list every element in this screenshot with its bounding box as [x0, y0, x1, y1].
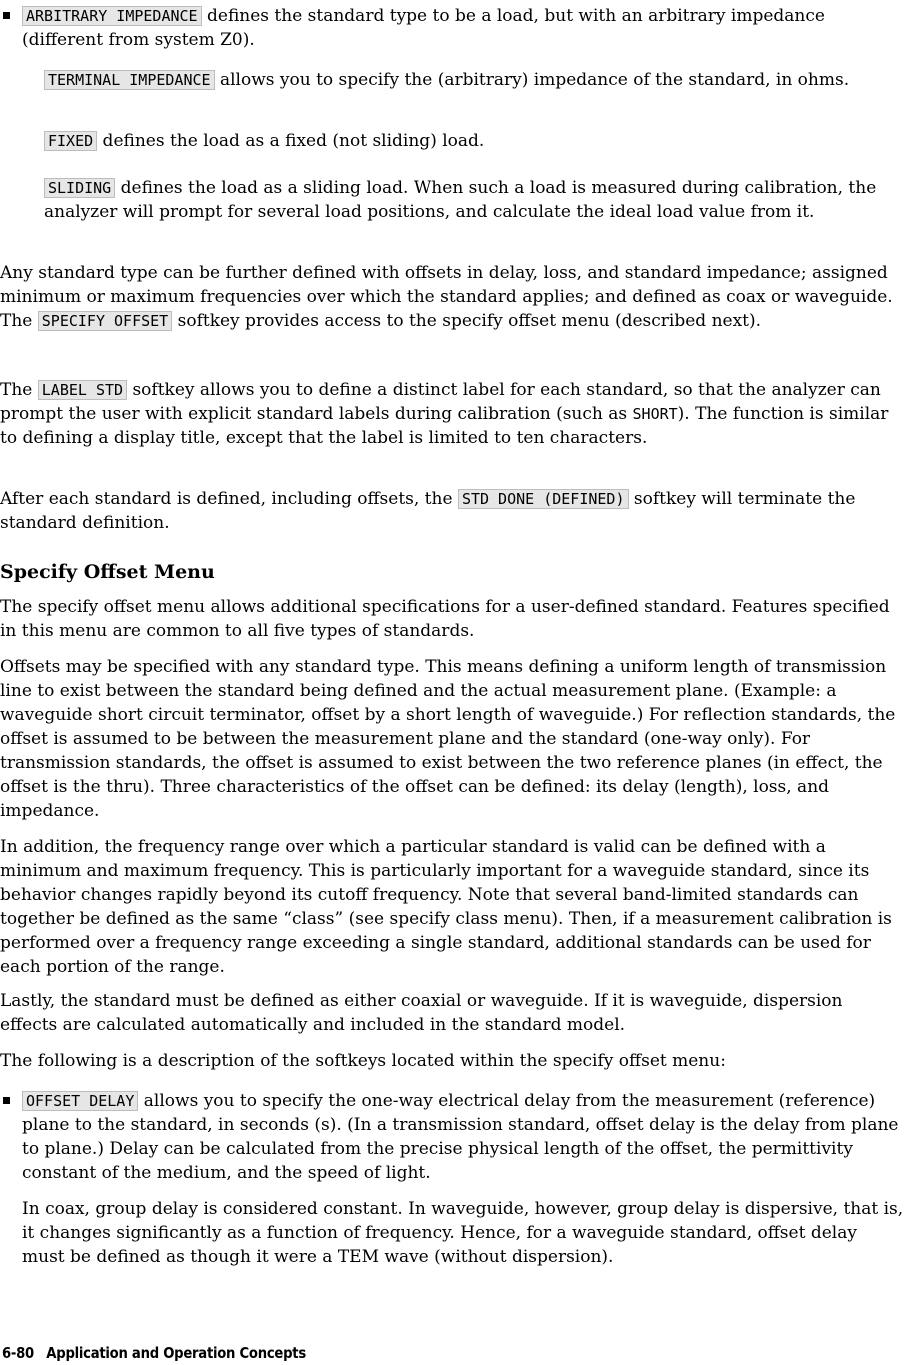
label-std-softkey[interactable]: LABEL STD — [38, 380, 127, 400]
paragraph-coax-waveguide: Lastly, the standard must be defined as either coaxial or waveguide. If it is waveguide, dispersion effects are calculated automatically and included in the standard model. — [0, 991, 843, 1035]
std-done-text-1: After each standard is defined, including offsets, the — [0, 489, 458, 509]
sliding-softkey[interactable]: SLIDING — [44, 178, 115, 198]
paragraph-frequency-range: In addition, the frequency range over which a particular standard is valid can be defined with a minimum and maximum frequency. This is particularly important for a waveguide standard, since its behavior changes rapidly beyond its cutoff frequency. Note that several band-limited standards can together be defined as the same “class” (see specify class menu). Then, if a measurement calibration is performed over a frequency range exceeding a single standard, additional standards can be used for each portion of the range. — [0, 837, 892, 977]
any-standard-text-2: softkey provides access to the specify offset menu (described next). — [172, 311, 762, 331]
paragraph-softkey-intro: The following is a description of the softkeys located within the specify offset menu: — [0, 1051, 726, 1071]
page-number: 6-80 — [2, 1344, 34, 1362]
offset-delay-text: allows you to specify the one-way electrical delay from the measurement (reference) plane to the standard, in seconds (s). (In a transmission standard, offset delay is the delay from plane to plane.) Delay can be calculated from the precise physical length of the offset, the permittivity constant of the medium, and the speed of light. — [22, 1091, 899, 1183]
terminal-impedance-item — [44, 68, 880, 92]
label-std-text-1: The — [0, 380, 38, 400]
terminal-impedance-text: allows you to specify the (arbitrary) impedance of the standard, in ohms. — [214, 70, 850, 90]
arbitrary-impedance-text: defines the standard type to be a load, but with an arbitrary impedance (different from system Z0). — [22, 6, 825, 50]
label-std-text-3: ). The function is similar to defining a display title, except that the label is limited to ten characters. — [0, 404, 889, 448]
terminal-impedance-softkey[interactable]: TERMINAL IMPEDANCE — [44, 70, 215, 90]
std-done-text-2: softkey will terminate the standard definition. — [0, 489, 856, 533]
page-footer — [2, 1344, 306, 1362]
any-standard-text-1: Any standard type can be further defined with offsets in delay, loss, and standard impedance; assigned minimum or maximum frequencies over which the standard applies; and defined as coax or waveguide. The — [0, 263, 893, 331]
std-done-paragraph — [0, 487, 902, 535]
sliding-item — [44, 176, 902, 224]
label-std-text-2: softkey allows you to define a distinct label for each standard, so that the analyzer can prompt the user with explicit standard labels during calibration (such as — [0, 380, 881, 424]
offset-delay-item — [0, 1089, 902, 1185]
bullet-icon — [3, 1097, 10, 1104]
any-standard-paragraph — [0, 261, 902, 333]
section-heading: Specify Offset Menu — [0, 561, 215, 583]
offset-delay-softkey[interactable]: OFFSET DELAY — [22, 1091, 138, 1111]
short-label: SHORT — [632, 405, 678, 423]
paragraph-specify-offset: The specify offset menu allows additional specifications for a user-defined standard. Features specified in this menu are common to all five types of standards. — [0, 597, 890, 641]
arbitrary-impedance-softkey[interactable]: ARBITRARY IMPEDANCE — [22, 6, 202, 26]
fixed-text: defines the load as a fixed (not sliding) load. — [97, 131, 485, 151]
std-done-softkey[interactable]: STD DONE (DEFINED) — [458, 489, 629, 509]
bullet-icon — [3, 12, 10, 19]
sliding-text: defines the load as a sliding load. When such a load is measured during calibration, the analyzer will prompt for several load positions, and calculate the ideal load value from it. — [44, 178, 877, 222]
paragraph-group-delay: In coax, group delay is considered constant. In waveguide, however, group delay is dispersive, that is, it changes significantly as a function of frequency. Hence, for a waveguide standard, offset delay must be defined as though it were a TEM wave (without dispersion). — [22, 1199, 904, 1267]
label-std-paragraph — [0, 378, 902, 450]
specify-offset-softkey[interactable]: SPECIFY OFFSET — [38, 311, 172, 331]
footer-section-title: Application and Operation Concepts — [46, 1344, 306, 1362]
fixed-item — [44, 129, 880, 153]
fixed-softkey[interactable]: FIXED — [44, 131, 97, 151]
arbitrary-impedance-item — [0, 4, 902, 52]
paragraph-offsets: Offsets may be specified with any standard type. This means defining a uniform length of transmission line to exist between the standard being defined and the actual measurement plane. (Example: a waveguide short circuit terminator, offset by a short length of waveguide.) For reflection standards, the offset is assumed to be between the measurement plane and the standard (one-way only). For transmission standards, the offset is assumed to exist between the two reference planes (in effect, the offset is the thru). Three characteristics of the offset can be defined: its delay (length), loss, and impedance. — [0, 657, 896, 821]
